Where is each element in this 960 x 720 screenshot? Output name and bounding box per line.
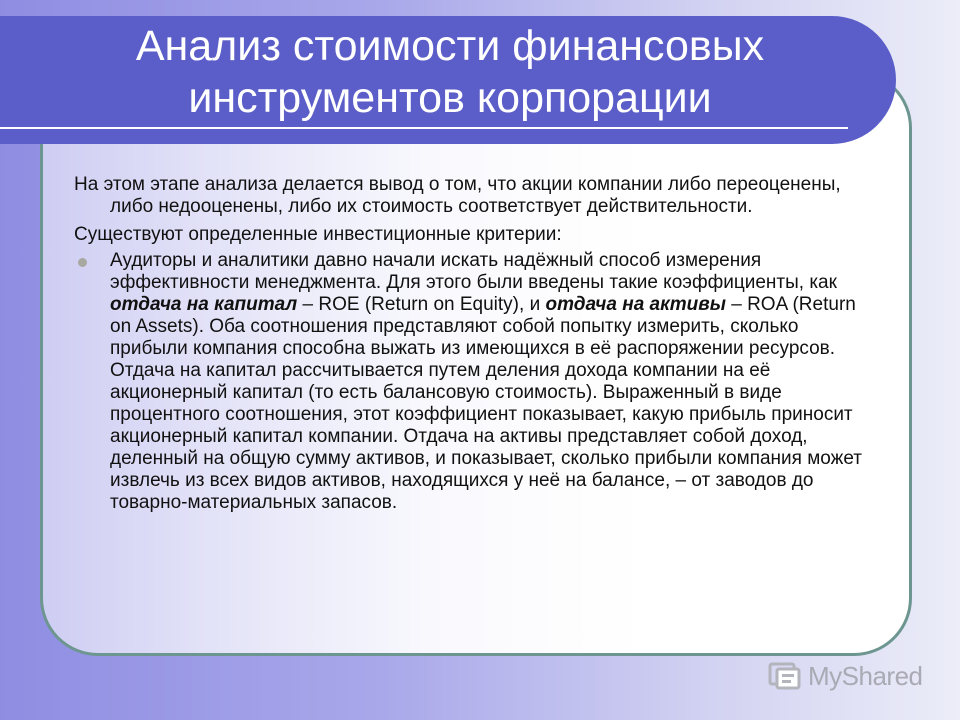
myshared-logo-icon xyxy=(768,661,802,691)
slide-title xyxy=(40,20,860,124)
roe-term: отдача на капитал xyxy=(110,294,298,315)
slide-body xyxy=(74,174,874,514)
myshared-watermark xyxy=(768,656,923,696)
slide-title-line1: Анализ стоимости финансовых xyxy=(135,22,765,70)
bullet-text-part3: – ROA (Return on Assets). Оба соотношения представляют собой попытку измерить, сколько прибыли компания способна выжать из имеющихся в её распоряжении ресурсов. Отдача на капитал рассчитывается путем деления дохода компании на её акционерный капитал (то есть балансовую стоимость). Выраженный в виде процентного соотношения, этот коэффициент показывает, какую прибыль приносит акционерный капитал компании. Отдача на активы представляет собой доход, деленный на общую сумму активов, и показывает, сколько прибыли компания может извлечь из всех видов активов, находящихся у неё на балансе, – от заводов до товарно-материальных запасов. xyxy=(110,294,862,513)
slide-title-line2: инструментов корпорации xyxy=(188,74,712,122)
bullet-item xyxy=(74,250,874,514)
intro-paragraph: На этом этапе анализа делается вывод о том, что акции компании либо переоценены, либо недооценены, либо их стоимость соответствует действительности. xyxy=(74,174,841,217)
bullet-text-part1: Аудиторы и аналитики давно начали искать надёжный способ измерения эффективности менеджмента. Для этого были введены такие коэффициенты, как xyxy=(110,250,837,293)
watermark-text: MyShared xyxy=(808,660,923,691)
roa-term: отдача на активы xyxy=(545,294,726,315)
bullet-dot-icon xyxy=(78,258,87,267)
title-underline xyxy=(0,127,848,129)
bullet-text-part2: – ROE (Return on Equity), и xyxy=(297,294,546,315)
criteria-paragraph: Существуют определенные инвестиционные критерии: xyxy=(74,224,562,245)
